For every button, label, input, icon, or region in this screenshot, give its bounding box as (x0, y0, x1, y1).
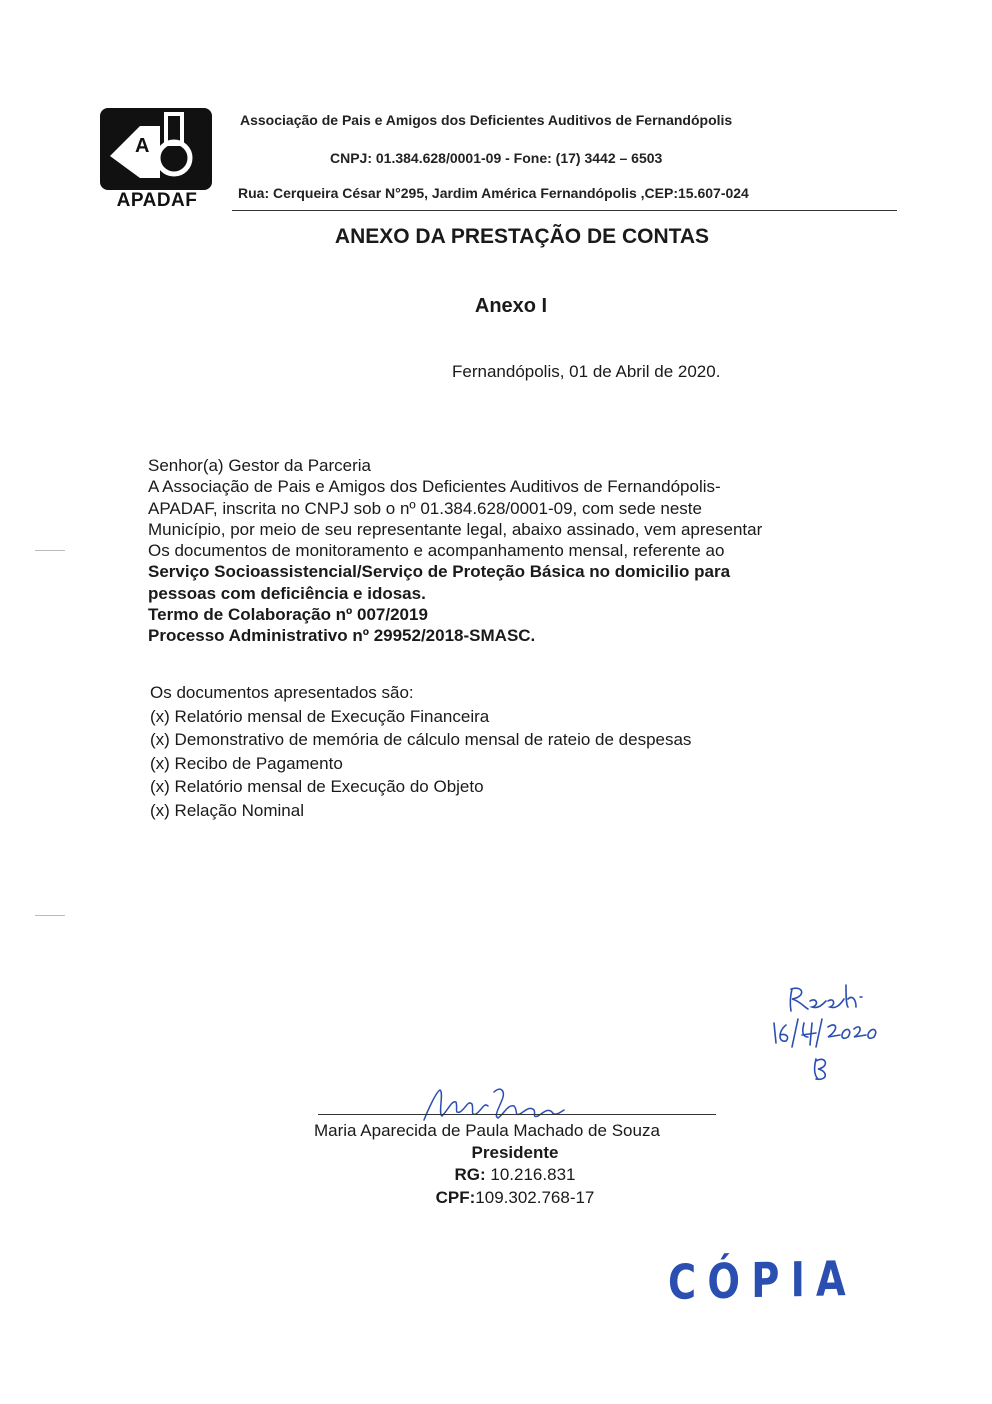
body-line: Os documentos de monitoramento e acompanhamento mensal, referente ao (148, 541, 725, 561)
signer-cpf (0, 1188, 992, 1208)
rg-value: 10.216.831 (485, 1165, 576, 1184)
document-title: ANEXO DA PRESTAÇÃO DE CONTAS (334, 225, 710, 248)
scan-mark (35, 915, 65, 916)
signer-rg (0, 1165, 992, 1185)
signer-name: Maria Aparecida de Paula Machado de Souza (314, 1121, 660, 1140)
header-divider (232, 210, 897, 211)
logo-letter: A (135, 135, 150, 157)
scan-mark (35, 550, 65, 551)
letter-body (148, 455, 868, 647)
signature-line (318, 1114, 716, 1115)
handwriting-icon (770, 975, 940, 1085)
logo-text: APADAF (116, 190, 198, 211)
list-item: (x) Relatório mensal de Execução Financeira (150, 706, 490, 726)
cpf-value: 109.302.768-17 (475, 1188, 595, 1207)
body-line: Município, por meio de seu representante legal, abaixo assinado, vem apresentar (148, 519, 763, 539)
rg-label: RG: (454, 1165, 486, 1184)
salutation: Senhor(a) Gestor da Parceria (148, 456, 371, 475)
ear-logo-icon (100, 108, 212, 190)
list-item: (x) Recibo de Pagamento (150, 753, 343, 773)
documents-list (150, 681, 850, 822)
body-line: A Associação de Pais e Amigos dos Deficientes Auditivos de Fernandópolis- (148, 477, 721, 497)
list-intro: Os documentos apresentados são: (150, 683, 414, 702)
association-name: Associação de Pais e Amigos dos Deficientes Auditivos de Fernandópolis (240, 112, 733, 128)
process-line: Processo Administrativo nº 29952/2018-SMASC. (148, 626, 536, 646)
date-line: Fernandópolis, 01 de Abril de 2020. (452, 362, 721, 381)
handwritten-receipt-note (770, 975, 940, 1085)
cpf-label: CPF: (435, 1188, 476, 1207)
signer-role: Presidente (471, 1143, 559, 1162)
list-item: (x) Demonstrativo de memória de cálculo mensal de rateio de despesas (150, 730, 692, 749)
service-line: Serviço Socioassistencial/Serviço de Proteção Básica no domicilio para (148, 562, 731, 582)
term-line: Termo de Colaboração nº 007/2019 (148, 605, 428, 625)
cnpj-phone: CNPJ: 01.384.628/0001-09 - Fone: (17) 3442 – 6503 (330, 150, 663, 166)
apadaf-logo (100, 108, 212, 190)
body-line: APADAF, inscrita no CNPJ sob o nº 01.384.628/0001-09, com sede neste (148, 498, 702, 518)
service-line: pessoas com deficiência e idosas. (148, 583, 426, 603)
annex-title: Anexo I (474, 295, 548, 317)
list-item: (x) Relação Nominal (150, 800, 304, 820)
list-item: (x) Relatório mensal de Execução do Objeto (150, 777, 484, 796)
address: Rua: Cerqueira César N°295, Jardim América Fernandópolis ,CEP:15.607-024 (238, 185, 749, 201)
copy-stamp: CÓPIA (668, 1250, 857, 1311)
